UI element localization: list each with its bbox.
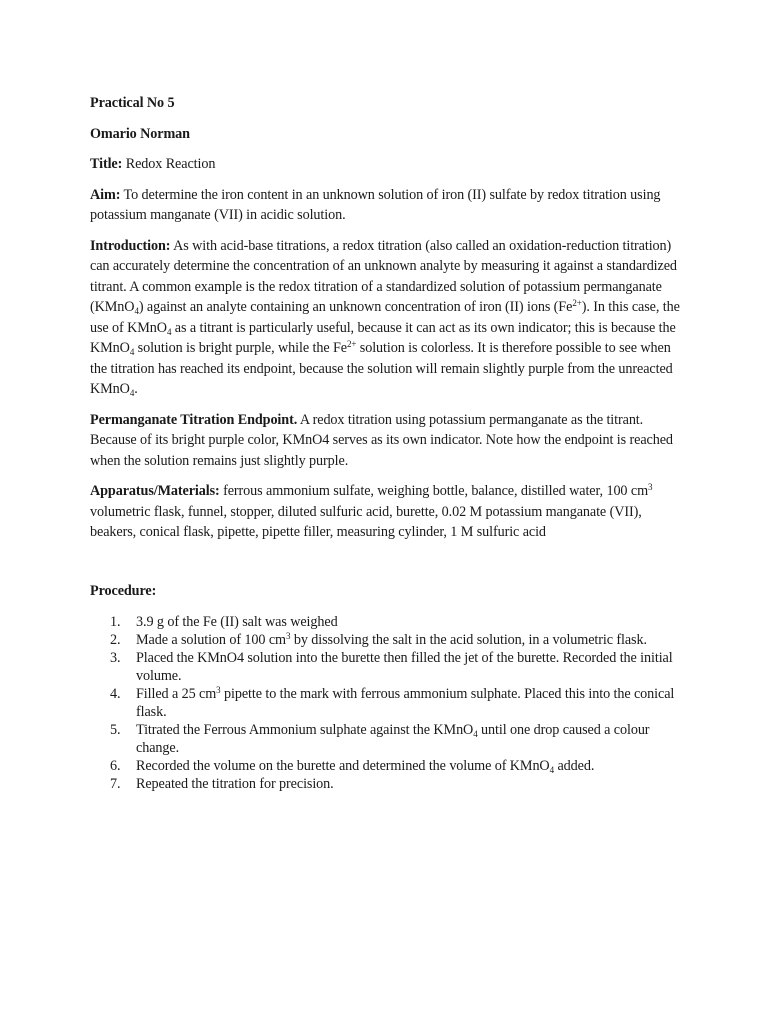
- step-number: 3.: [110, 650, 121, 666]
- step-text: Made a solution of 100 cm: [136, 632, 286, 648]
- intro-text-5: solution is bright purple, while the Fe: [134, 340, 347, 356]
- superscript: 3: [216, 685, 221, 695]
- subscript: 4: [134, 306, 139, 316]
- superscript: 3: [648, 482, 653, 492]
- introduction-label: Introduction:: [90, 237, 171, 254]
- step-text: Titrated the Ferrous Ammonium sulphate against the KMnO: [136, 722, 474, 738]
- endpoint-paragraph: [90, 410, 690, 472]
- procedure-step: [90, 649, 690, 685]
- intro-text-4: as a titrant is particularly useful, because it can act as its own indicator; this is because the KMnO: [90, 319, 676, 356]
- step-text-cont: added.: [554, 758, 595, 774]
- procedure-step: [90, 631, 690, 649]
- procedure-step: [90, 721, 690, 757]
- step-text-cont: pipette to the mark with ferrous ammonium sulphate. Placed this into the conical flask.: [136, 686, 675, 720]
- step-number: 6.: [110, 758, 121, 774]
- section-spacer: [90, 553, 690, 581]
- subscript: 4: [473, 729, 478, 739]
- subscript: 4: [166, 326, 172, 337]
- intro-text-2: ) against an analyte containing an unknown concentration of iron (II) ions (Fe: [138, 299, 573, 315]
- subscript: 4: [549, 765, 554, 775]
- step-text: Repeated the titration for precision.: [136, 776, 334, 792]
- endpoint-label: Permanganate Titration Endpoint.: [90, 411, 298, 428]
- apparatus-text-2: volumetric flask, funnel, stopper, diluted sulfuric acid, burette, 0.02 M potassium manganate (VII), beakers, conical flask, pipette, pipette filler, measuring cylinder, 1 M sulfuric acid: [90, 503, 642, 540]
- title-line: [90, 154, 690, 175]
- procedure-step: [90, 685, 690, 721]
- step-text: Filled a 25 cm: [136, 686, 217, 702]
- step-text-cont: by dissolving the salt in the acid solution, in a volumetric flask.: [290, 632, 647, 648]
- superscript: 2+: [346, 339, 357, 349]
- procedure-step: [90, 613, 690, 631]
- endpoint-text: A redox titration using potassium permanganate as the titrant. Because of its bright purple color, KMnO4 serves as its own indicator. Note how the endpoint is reached when the solution remains just slightly purple.: [90, 411, 673, 469]
- step-number: 1.: [110, 614, 121, 630]
- step-number: 5.: [110, 722, 121, 738]
- superscript: 2+: [572, 298, 582, 308]
- subscript: 4: [129, 388, 135, 398]
- aim-paragraph: [90, 185, 690, 226]
- procedure-list: [90, 613, 690, 793]
- title-text: Redox Reaction: [125, 156, 216, 172]
- subscript: 4: [129, 347, 135, 357]
- step-text-cont: until one drop caused a colour change.: [136, 722, 650, 756]
- step-number: 4.: [110, 686, 121, 702]
- document-body: [90, 93, 690, 793]
- procedure-step: [90, 757, 690, 775]
- superscript: 3: [286, 631, 291, 641]
- author-name: Omario Norman: [90, 125, 190, 142]
- procedure-heading: Procedure:: [90, 582, 157, 599]
- introduction-paragraph: [90, 236, 690, 400]
- step-text: Recorded the volume on the burette and determined the volume of KMnO: [136, 758, 550, 774]
- intro-text-3: ). In this case, the use of KMnO: [90, 299, 680, 336]
- aim-label: Aim:: [90, 186, 121, 203]
- apparatus-label: Apparatus/Materials:: [90, 483, 220, 499]
- apparatus-text-1: ferrous ammonium sulfate, weighing bottle, balance, distilled water, 100 cm: [223, 483, 649, 499]
- procedure-step: [90, 775, 690, 793]
- step-text: 3.9 g of the Fe (II) salt was weighed: [136, 614, 338, 630]
- intro-text-7: .: [134, 381, 138, 397]
- intro-text-1: As with acid-base titrations, a redox titration (also called an oxidation-reduction titration) can accurately determine the concentration of an unknown analyte by measuring it against a standardized titrant. A common example is the redox titration of a standardized solution of potassium permanganate (KMnO: [90, 237, 677, 315]
- apparatus-paragraph: [90, 481, 690, 543]
- aim-text: To determine the iron content in an unknown solution of iron (II) sulfate by redox titration using potassium manganate (VII) in acidic solution.: [90, 186, 661, 223]
- step-number: 7.: [110, 776, 121, 792]
- title-label: Title:: [90, 156, 123, 172]
- step-text: Placed the KMnO4 solution into the burette then filled the jet of the burette. Recorded the initial volume.: [136, 650, 673, 684]
- intro-text-6: solution is colorless. It is therefore possible to see when the titration has reached its endpoint, because the solution will remain slightly purple from the unreacted KMnO: [90, 340, 673, 397]
- step-number: 2.: [110, 632, 121, 648]
- practical-number: Practical No 5: [90, 95, 175, 111]
